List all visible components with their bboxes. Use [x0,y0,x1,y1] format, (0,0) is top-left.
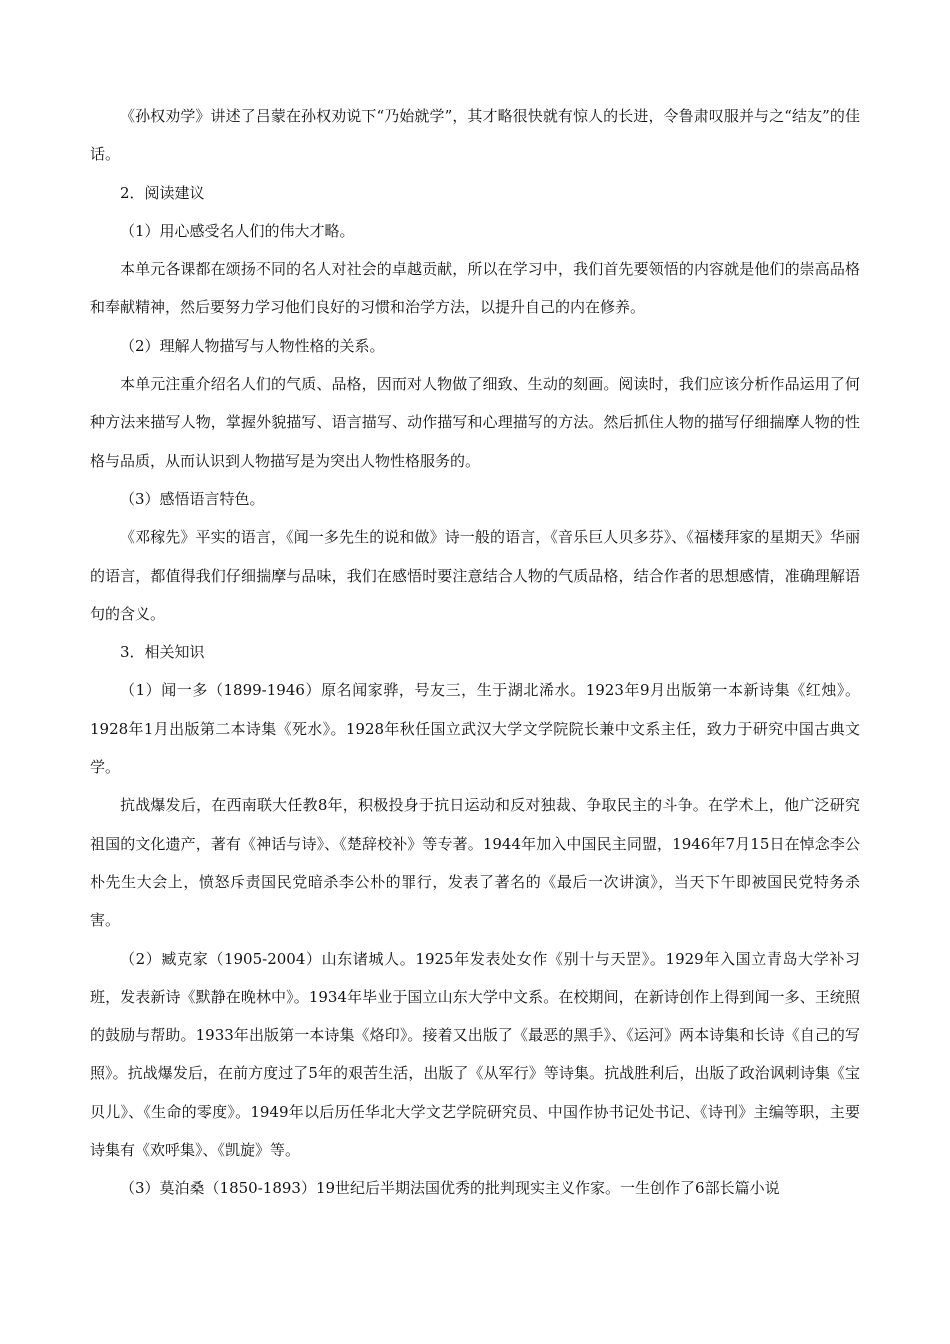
subheading-3: （3）感悟语言特色。 [120,489,265,508]
paragraph-3: 《邓稼先》平实的语言，《闻一多先生的说和做》诗一般的语言，《音乐巨人贝多芬》、《福楼拜家的星期天》华丽的语言，都值得我们仔细揣摩与品味，我们在感悟时要注意结合人物的气质品格，结合作者的思想感情，准确理解语句的含义。 [90,528,860,623]
subheading-2: （2）理解人物描写与人物性格的关系。 [120,336,385,355]
paragraph-zang-kejia: （2）臧克家（1905-2004）山东诸城人。1925年发表处女作《别十与天罡》。1929年入国立青岛大学补习班，发表新诗《默静在晚林中》。1934年毕业于国立山东大学中文系。在校期间，在新诗创作上得到闻一多、王统照的鼓励与帮助。1933年出版第一本诗集《烙印》。接着又出版了《最恶的黑手》、《运河》两本诗集和长诗《自己的写照》。抗战爆发后，在前方度过了5年的艰苦生活，出版了《从军行》等诗集。抗战胜利后，出版了政治讽刺诗集《宝贝儿》、《生命的零度》。1949年以后历任华北大学文艺学院研究员、中国作协书记处书记、《诗刊》主编等职，主要诗集有《欢呼集》、《凯旋》等。 [90,949,860,1160]
paragraph-2: 本单元注重介绍名人们的气质、品格，因而对人物做了细致、生动的刻画。阅读时，我们应该分析作品运用了何种方法来描写人物，掌握外貌描写、语言描写、动作描写和心理描写的方法。然后抓住人物的描写仔细揣摩人物的性格与品质，从而认识到人物描写是为突出人物性格服务的。 [90,375,860,470]
heading-related-knowledge: 3．相关知识 [120,643,205,662]
paragraph-maupassant: （3）莫泊桑（1850-1893）19世纪后半期法国优秀的批判现实主义作家。一生创作了6部长篇小说 [120,1179,780,1198]
heading-reading-suggestions: 2．阅读建议 [120,183,205,202]
subheading-1: （1）用心感受名人们的伟大才略。 [120,221,355,240]
paragraph-1: 本单元各课都在颂扬不同的名人对社会的卓越贡献，所以在学习中，我们首先要领悟的内容就是他们的崇高品格和奉献精神，然后要努力学习他们良好的习惯和治学方法，以提升自己的内在修养。 [90,260,860,317]
paragraph-wen-yiduo: （1）闻一多（1899-1946）原名闻家骅，号友三，生于湖北浠水。1923年9月出版第一本新诗集《红烛》。1928年1月出版第二本诗集《死水》。1928年秋任国立武汉大学文学院院长兼中文系主任，致力于研究中国古典文学。 [90,681,860,777]
paragraph-wen-yiduo-cont: 抗战爆发后，在西南联大任教8年，积极投身于抗日运动和反对独裁、争取民主的斗争。在学术上，他广泛研究祖国的文化遗产，著有《神话与诗》、《楚辞校补》等专著。1944年加入中国民主同盟，1946年7月15日在悼念李公朴先生大会上，愤怒斥责国民党暗杀李公朴的罪行，发表了著名的《最后一次讲演》，当天下午即被国民党特务杀害。 [90,796,860,930]
paragraph-intro: 《孙权劝学》讲述了吕蒙在孙权劝说下“乃始就学”，其才略很快就有惊人的长进，令鲁肃叹服并与之“结友”的佳话。 [90,107,860,164]
